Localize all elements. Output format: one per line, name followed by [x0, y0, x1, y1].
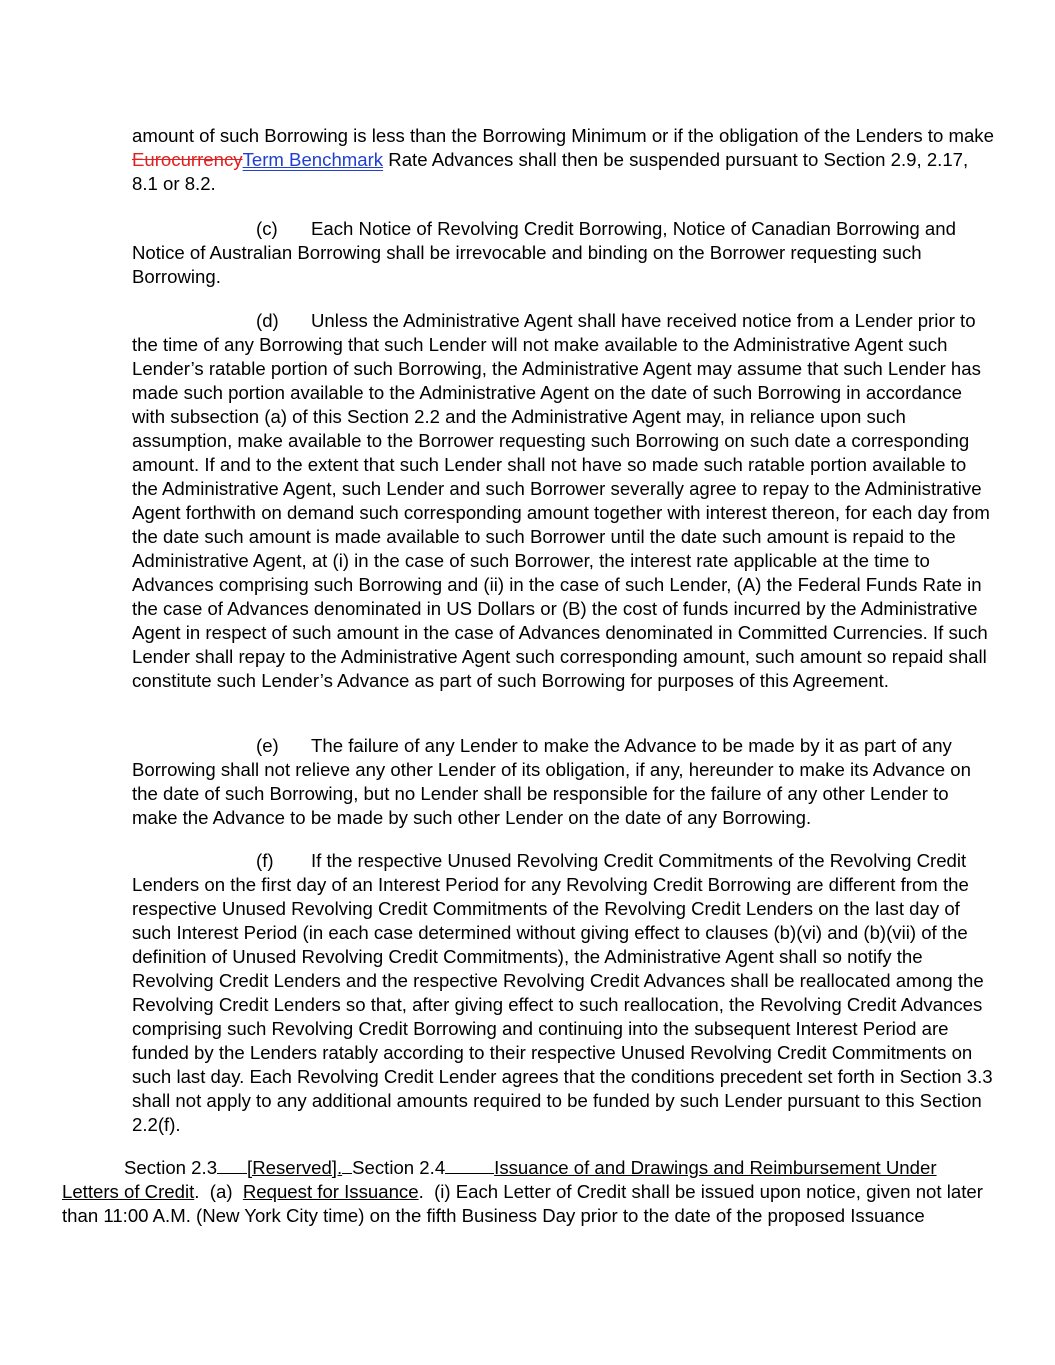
section-2-4-title-line2: Letters of Credit — [62, 1181, 195, 1202]
p1-text-after: Rate Advances shall then be suspended pursuant to Section 2.9, 2.17, 8.1 or 8.2. — [132, 149, 969, 194]
section-2-4-text: (i) Each Letter of Credit shall be issued upon notice, given not later than 11:00 A.M. (New York City time) on the fifth Business Day prior to the date of the proposed Issuance — [62, 1181, 983, 1226]
paragraph-e — [132, 734, 994, 830]
paragraph-f-label: (f) — [256, 850, 274, 871]
section-2-4-title-line1: Issuance of and Drawings and Reimbursement Under — [494, 1157, 937, 1178]
section-2-3-and-2-4: Section 2.3 [Reserved]. Section 2.4 Issuance of and Drawings and Reimbursement Under Letters of Credit. (a) Request for Issuance. (i) Each Letter of Credit shall be issued upon notice, given not later than 11:00 A.M. (New York City time) on the fifth Business Day prior to the date of the proposed Issuance — [62, 1157, 983, 1226]
paragraph-c-label: (c) — [256, 218, 278, 239]
paragraph-c — [132, 217, 994, 289]
section-2-4-number: Section 2.4 — [352, 1157, 446, 1178]
paragraph-d-label: (d) — [256, 310, 279, 331]
inserted-text: Term Benchmark — [242, 149, 384, 170]
section-2-3-title: [Reserved]. — [247, 1157, 343, 1178]
paragraph-e-label: (e) — [256, 735, 279, 756]
paragraph-f — [132, 849, 994, 1137]
paragraph-continuation — [132, 124, 994, 196]
paragraph-d-text: Unless the Administrative Agent shall have received notice from a Lender prior to the time of any Borrowing that such Lender will not make available to the Administrative Agent such Lender’s ratable portion of such Borrowing, the Administrative Agent may assume that such Lender has made such portion available to the Administrative Agent on the date of such Borrowing in accordance with subsection (a) of this Section 2.2 and the Administrative Agent may, in reliance upon such assumption, make available to the Borrower requesting such Borrowing on such date a corresponding amount. If and to the extent that such Lender shall not have so made such ratable portion available to the Administrative Agent, such Lender and such Borrower severally agree to repay to the Administrative Agent forthwith on demand such corresponding amount together with interest thereon, for each day from the date such amount is made available to such Borrower until the date such amount is repaid to the Administrative Agent, at (i) in the case of such Borrower, the interest rate applicable at the time to Advances comprising such Borrowing and (ii) in the case of such Lender, (A) the Federal Funds Rate in the case of Advances denominated in US Dollars or (B) the cost of funds incurred by the Administrative Agent in respect of such amount in the case of Advances denominated in Committed Currencies. If such Lender shall repay to the Administrative Agent such corresponding amount, such amount so repaid shall constitute such Lender’s Advance as part of such Borrowing for purposes of this Agreement. — [132, 310, 990, 691]
paragraph-d — [132, 309, 994, 693]
p1-text-before: amount of such Borrowing is less than the Borrowing Minimum or if the obligation of the Lenders to make — [132, 125, 994, 146]
section-2-4-sub-title: Request for Issuance — [242, 1181, 419, 1202]
section-2-3-number: Section 2.3 — [124, 1157, 218, 1178]
paragraph-f-text: If the respective Unused Revolving Credit Commitments of the Revolving Credit Lenders on the first day of an Interest Period for any Revolving Credit Borrowing are different from the respective Unused Revolving Credit Commitments of the Revolving Credit Lenders on the last day of such Interest Period (in each case determined without giving effect to clauses (b)(vi) and (b)(vii) of the definition of Unused Revolving Credit Commitments), the Administrative Agent shall so notify the Revolving Credit Lenders and the respective Revolving Credit Advances shall be reallocated among the Revolving Credit Lenders so that, after giving effect to such reallocation, the Revolving Credit Advances comprising such Revolving Credit Borrowing and continuing into the subsequent Interest Period are funded by the Lenders ratably according to their respective Unused Revolving Credit Commitments on such last day. Each Revolving Credit Lender agrees that the conditions precedent set forth in Section 3.3 shall not apply to any additional amounts required to be funded by such Lender pursuant to this Section 2.2(f). — [132, 850, 993, 1135]
section-2-4-sub-label: (a) — [209, 1181, 233, 1202]
deleted-text: Eurocurrency — [132, 149, 243, 170]
paragraph-e-text: The failure of any Lender to make the Advance to be made by it as part of any Borrowing shall not relieve any other Lender of its obligation, if any, hereunder to make its Advance on the date of such Borrowing, but no Lender shall be responsible for the failure of any other Lender to make the Advance to be made by such other Lender on the date of any Borrowing. — [132, 735, 971, 828]
paragraph-c-text: Each Notice of Revolving Credit Borrowing, Notice of Canadian Borrowing and Notice of Australian Borrowing shall be irrevocable and binding on the Borrower requesting such Borrowing. — [132, 218, 956, 287]
